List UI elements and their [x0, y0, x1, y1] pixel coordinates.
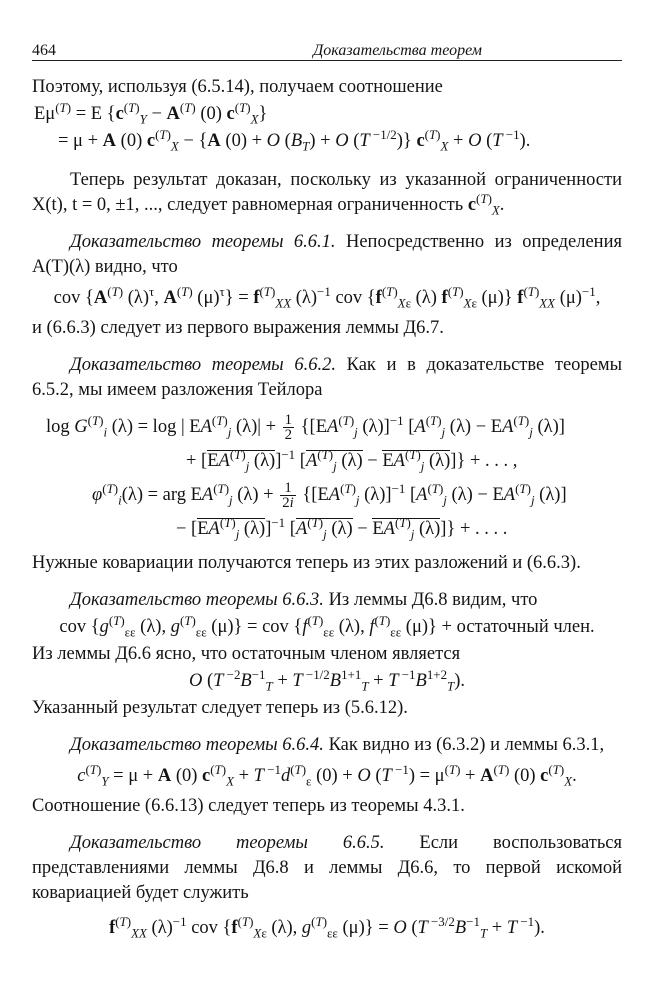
equation-1b: = μ + A (0) $c^{(T)}_X - \{A$ (0) + O $(B_T) + O$ (T $^{-1/2}$)} $c^{(T)}_X + O$ (T $^{-1}$). [58, 126, 531, 154]
proof-heading: Доказательство теоремы 6.6.1. [70, 232, 336, 252]
running-title: Доказательства теорем [313, 42, 482, 59]
running-header [32, 38, 622, 61]
paragraph: Доказательство теоремы 6.6.5. Если воспользоваться представлениями леммы Д6.8 и леммы Д6.6, то первой искомой ковариацией будет служить [32, 833, 622, 903]
proof-heading: Доказательство теоремы 6.6.2. [70, 355, 336, 375]
proof-heading: Доказательство теоремы 6.6.3. [70, 590, 324, 610]
paragraph: Из леммы Д6.6 ясно, что остаточным членом является [32, 644, 461, 664]
equation-3d: − [$EA^{(T)}_j$ (λ)]$^{-1}$ [$A^{(T)}_j$ $(\lambda) - EA^{(T)}_j$ (λ)]} + . . . . [176, 514, 508, 542]
paragraph: Доказательство теоремы 6.6.4. Как видно из (6.3.2) и леммы 6.3.1, [70, 735, 605, 755]
equation-5: O (T $^{-2}B^{-1}_T + T$ $^{-1/2}B^{1+1}_T + T$ $^{-1}B^{1+2}_T$). [188, 666, 466, 694]
equation-3c: $\varphi^{(T)}_i(\lambda)$ = arg $EA^{(T)}_j$ (λ) + $\frac{1}{2i}$ {[$EA^{(T)}_j$ (λ)]$^{-1}$ [$A^{(T)}_j$ $(\lambda) - EA^{(T)}_j$ (λ)] [92, 480, 567, 512]
paragraph: Теперь результат доказан, поскольку из указанной ограниченности X(t), t = 0, ±1, ..., следует равномерная ограниченность $c^{(T)}_X$. [32, 170, 622, 218]
proof-heading: Доказательство теоремы 6.6.4. [70, 735, 324, 755]
paragraph: Поэтому, используя (6.5.14), получаем соотношение [32, 77, 443, 97]
page-number: 464 [32, 42, 56, 59]
proof-heading: Доказательство теоремы 6.6.5. [70, 833, 385, 853]
paragraph: Нужные ковариации получаются теперь из этих разложений и (6.6.3). [32, 553, 581, 573]
equation-1a: $E\mu^{(T)} = E$ {$c^{(T)}_Y - A^{(T)}$ (0) $c^{(T)}_X$} [34, 99, 268, 127]
paragraph: Доказательство теоремы 6.6.1. Непосредственно из определения A(T)(λ) видно, что [32, 232, 622, 277]
paragraph: Соотношение (6.6.13) следует теперь из теоремы 4.3.1. [32, 796, 465, 816]
paragraph: и (6.6.3) следует из первого выражения леммы Д6.7. [32, 318, 444, 338]
equation-7: $f^{(T)}_{XX}$ $(\lambda)^{-1}$ cov {$f^{(T)}_{X\varepsilon}$ (λ), $g^{(T)}_{\varepsilon\varepsilon}$ (μ)} = O (T $^{-3/2}B^{-1}_T + T$ $^{-1}$). [109, 913, 545, 941]
equation-2: cov {$A^{(T)}$ $(\lambda)^\tau$, $A^{(T)}$ $(\mu)^\tau\} = f^{(T)}_{XX}$ $(\lambda)^{-1}$ cov {$f^{(T)}_{X\varepsilon}$ (λ) $f^{(T)}_{X\varepsilon}$ (μ)} $f^{(T)}_{XX}$ $(\mu)^{-1}$, [53, 283, 601, 311]
equation-3b: + [$EA^{(T)}_j$ (λ)]$^{-1}$ [$A^{(T)}_j$ $(\lambda) - EA^{(T)}_j$ (λ)]} + . . . , [186, 446, 518, 474]
paragraph: Доказательство теоремы 6.6.3. Из леммы Д6.8 видим, что [70, 590, 538, 610]
paragraph: Доказательство теоремы 6.6.2. Как и в доказательстве теоремы 6.5.2, мы имеем разложения Тейлора [32, 355, 623, 400]
equation-6: $c^{(T)}_Y = \mu + A$ (0) $c^{(T)}_X + T$ $^{-1}d^{(T)}_\varepsilon$ (0) + O (T $^{-1}) = \mu^{(T)} + A^{(T)}$ (0) $c^{(T)}_X$. [77, 761, 577, 789]
equation-3a: $\log G^{(T)}_i$ (λ) = log | $EA^{(T)}_j$ (λ)| + $\frac{1}{2}$ {[$EA^{(T)}_j$ (λ)]$^{-1}$ [$A^{(T)}_j$ $(\lambda) - EA^{(T)}_j$ (λ)] [46, 412, 565, 444]
paragraph: Указанный результат следует теперь из (5.6.12). [32, 698, 408, 718]
page [32, 38, 622, 946]
equation-4: cov {$g^{(T)}_{\varepsilon\varepsilon}$ (λ), $g^{(T)}_{\varepsilon\varepsilon}$ (μ)} = cov {$f^{(T)}_{\varepsilon\varepsilon}$ (λ), $f^{(T)}_{\varepsilon\varepsilon}$ (μ)} + остаточный член. [59, 612, 595, 640]
